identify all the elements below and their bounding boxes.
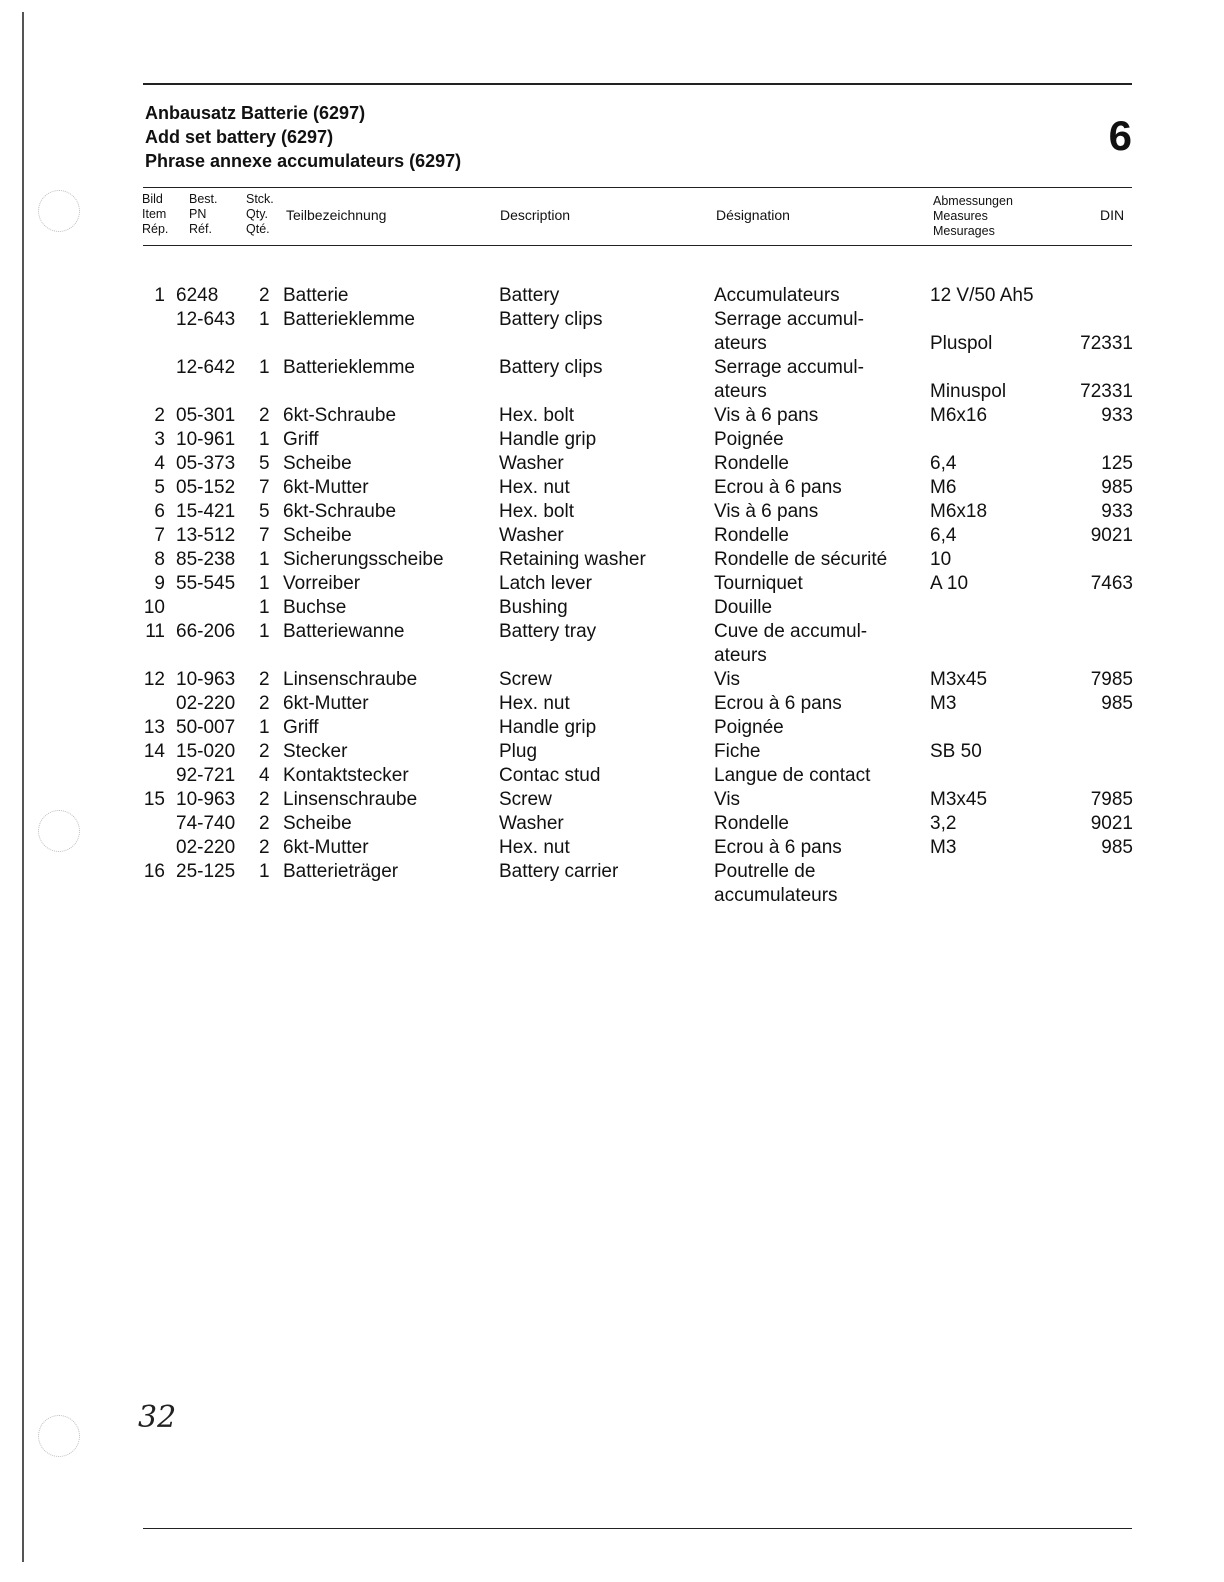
name-french-line: ateurs — [714, 333, 767, 354]
measures: 10 — [930, 549, 952, 570]
item-number: 6 — [154, 501, 165, 522]
name-french-line: Ecrou à 6 pans — [714, 837, 842, 858]
measures: M3 — [930, 837, 957, 858]
measures: 12 V/50 Ah5 — [930, 285, 1034, 306]
din-standard: 72331 — [1080, 333, 1133, 354]
name-french — [714, 428, 784, 452]
name-german: Batterieträger — [283, 861, 399, 882]
name-french — [714, 668, 740, 692]
name-english: Latch lever — [499, 573, 592, 594]
measures: 3,2 — [930, 813, 957, 834]
name-german: Buchse — [283, 597, 347, 618]
name-french-line: Vis — [714, 669, 741, 690]
name-german: 6kt-Mutter — [283, 693, 369, 714]
part-number: 02-220 — [176, 837, 236, 858]
header-din: DIN — [1100, 207, 1125, 223]
item-number: 11 — [145, 621, 165, 642]
table-row — [0, 356, 1224, 404]
item-number: 13 — [143, 717, 165, 738]
name-english: Screw — [499, 789, 552, 810]
part-number: 85-238 — [176, 549, 236, 570]
din-standard: 985 — [1101, 837, 1133, 858]
name-english: Battery — [499, 285, 560, 306]
name-french — [714, 620, 867, 668]
part-number: 05-373 — [176, 453, 236, 474]
din-standard: 933 — [1101, 501, 1133, 522]
part-number: 12-643 — [176, 309, 236, 330]
bottom-rule — [143, 1528, 1132, 1529]
name-french — [714, 764, 870, 788]
name-french-line: ateurs — [714, 381, 767, 402]
header-designation: Désignation — [716, 207, 790, 223]
name-french — [714, 836, 842, 860]
table-row — [0, 620, 1224, 668]
top-rule — [143, 83, 1132, 85]
header-qty-en: Qty. — [246, 207, 268, 221]
table-row — [0, 692, 1224, 716]
quantity: 1 — [259, 573, 270, 594]
title-german: Anbausatz Batterie (6297) — [145, 103, 366, 123]
name-english: Washer — [499, 525, 564, 546]
part-number: 12-642 — [176, 357, 236, 378]
part-number: 74-740 — [176, 813, 236, 834]
table-row — [0, 548, 1224, 572]
name-english: Handle grip — [499, 717, 597, 738]
name-english: Hex. bolt — [499, 501, 574, 522]
name-french-line: Rondelle — [714, 453, 789, 474]
name-german: Batteriewanne — [283, 621, 405, 642]
name-french — [714, 740, 760, 764]
header-measures-en: Measures — [933, 209, 988, 223]
name-german: Kontaktstecker — [283, 765, 409, 786]
name-english: Hex. nut — [499, 693, 570, 714]
din-standard: 125 — [1101, 453, 1133, 474]
table-row — [0, 668, 1224, 692]
item-number: 14 — [143, 741, 165, 762]
item-number: 8 — [154, 549, 165, 570]
quantity: 1 — [259, 549, 270, 570]
name-english: Screw — [499, 669, 552, 690]
name-french — [714, 860, 838, 908]
quantity: 1 — [259, 621, 270, 642]
name-french-line: accumulateurs — [714, 885, 838, 906]
title-block — [145, 101, 461, 173]
name-french-line: Cuve de accumul- — [714, 621, 868, 642]
part-number: 10-963 — [176, 789, 236, 810]
name-english: Contac stud — [499, 765, 601, 786]
header-pn-de: Best. — [189, 192, 218, 206]
table-row — [0, 596, 1224, 620]
name-french — [714, 356, 864, 404]
item-number: 3 — [154, 429, 165, 450]
header-item-fr: Rép. — [142, 222, 169, 236]
item-number: 7 — [154, 525, 165, 546]
quantity: 7 — [259, 525, 270, 546]
part-number: 05-152 — [176, 477, 236, 498]
name-german: Stecker — [283, 741, 348, 762]
name-english: Hex. bolt — [499, 405, 574, 426]
part-number: 66-206 — [176, 621, 236, 642]
name-german: Vorreiber — [283, 573, 361, 594]
table-row — [0, 308, 1224, 356]
table-row — [0, 476, 1224, 500]
name-french-line: Rondelle de sécurité — [714, 549, 888, 570]
part-number: 25-125 — [176, 861, 236, 882]
measures: M6x16 — [930, 405, 988, 426]
name-german: 6kt-Schraube — [283, 405, 397, 426]
header-qty-de: Stck. — [246, 192, 274, 206]
handwritten-page-number: 32 — [138, 1400, 177, 1435]
part-number: 05-301 — [176, 405, 236, 426]
name-french-line: Vis à 6 pans — [714, 501, 819, 522]
name-english: Washer — [499, 453, 564, 474]
header-rule-bottom — [143, 245, 1132, 246]
name-german: Batterieklemme — [283, 357, 415, 378]
header-item-en: Item — [142, 207, 167, 221]
quantity: 1 — [259, 717, 270, 738]
name-french — [714, 716, 784, 740]
table-row — [0, 500, 1224, 524]
din-standard: 985 — [1101, 693, 1133, 714]
name-french-line: Serrage accumul- — [714, 309, 864, 330]
name-french-line: Vis — [714, 789, 741, 810]
name-french — [714, 788, 740, 812]
name-english: Hex. nut — [499, 837, 570, 858]
name-french-line: Poutrelle de — [714, 861, 816, 882]
item-number: 12 — [143, 669, 165, 690]
measures: 6,4 — [930, 453, 957, 474]
item-number: 1 — [154, 285, 165, 306]
measures: M3x45 — [930, 669, 988, 690]
name-french-line: Rondelle — [714, 525, 789, 546]
item-number: 9 — [154, 573, 165, 594]
punch-hole — [38, 190, 80, 232]
table-row — [0, 452, 1224, 476]
item-number: 10 — [143, 597, 165, 618]
header-pn — [189, 192, 218, 237]
header-qty-fr: Qté. — [246, 222, 270, 236]
title-english: Add set battery (6297) — [145, 127, 334, 147]
name-german: Scheibe — [283, 453, 352, 474]
item-number: 2 — [154, 405, 165, 426]
name-german: Scheibe — [283, 525, 352, 546]
din-standard: 933 — [1101, 405, 1133, 426]
name-german: 6kt-Mutter — [283, 837, 369, 858]
table-row — [0, 404, 1224, 428]
quantity: 5 — [259, 453, 270, 474]
name-english: Bushing — [499, 597, 568, 618]
name-english: Handle grip — [499, 429, 597, 450]
name-french-line: Fiche — [714, 741, 761, 762]
measures: Minuspol — [930, 381, 1007, 402]
name-french-line: Ecrou à 6 pans — [714, 477, 842, 498]
section-number: 6 — [1108, 112, 1132, 159]
quantity: 2 — [259, 813, 270, 834]
name-french — [714, 812, 789, 836]
name-french — [714, 476, 842, 500]
header-qty — [246, 192, 274, 237]
header-item-de: Bild — [142, 192, 163, 206]
table-row — [0, 788, 1224, 812]
name-french-line: Ecrou à 6 pans — [714, 693, 842, 714]
name-french — [714, 500, 818, 524]
part-number: 13-512 — [176, 525, 236, 546]
header-rule-top — [143, 187, 1132, 188]
name-french — [714, 692, 842, 716]
table-row — [0, 524, 1224, 548]
name-french — [714, 596, 772, 620]
table-row — [0, 284, 1224, 308]
name-english: Battery clips — [499, 309, 603, 330]
name-french-line: Douille — [714, 597, 773, 618]
name-french — [714, 524, 789, 548]
name-german: Batterieklemme — [283, 309, 415, 330]
name-french-line: Serrage accumul- — [714, 357, 864, 378]
name-german: Linsenschraube — [283, 669, 418, 690]
name-german: Linsenschraube — [283, 789, 418, 810]
din-standard: 7463 — [1090, 573, 1133, 594]
part-number: 15-421 — [176, 501, 236, 522]
header-teilbezeichnung: Teilbezeichnung — [286, 207, 387, 223]
punch-hole — [38, 1415, 80, 1457]
din-standard: 9021 — [1090, 525, 1133, 546]
header-measures-de: Abmessungen — [933, 194, 1013, 208]
table-row — [0, 812, 1224, 836]
quantity: 2 — [259, 405, 270, 426]
name-french — [714, 284, 840, 308]
title-french: Phrase annexe accumulateurs (6297) — [145, 151, 462, 171]
part-number: 15-020 — [176, 741, 236, 762]
name-french-line: Rondelle — [714, 813, 789, 834]
part-number: 02-220 — [176, 693, 236, 714]
quantity: 2 — [259, 789, 270, 810]
item-number: 4 — [154, 453, 165, 474]
part-number: 10-963 — [176, 669, 236, 690]
quantity: 5 — [259, 501, 270, 522]
name-german: Griff — [283, 429, 319, 450]
quantity: 2 — [259, 285, 270, 306]
name-english: Battery tray — [499, 621, 597, 642]
quantity: 1 — [259, 357, 270, 378]
table-row — [0, 572, 1224, 596]
table-row — [0, 716, 1224, 740]
header-item — [142, 192, 168, 237]
name-french — [714, 548, 887, 572]
header-measures — [933, 194, 1013, 239]
name-german: Griff — [283, 717, 319, 738]
part-number: 55-545 — [176, 573, 236, 594]
name-german: Batterie — [283, 285, 349, 306]
measures: M3 — [930, 693, 957, 714]
name-english: Plug — [499, 741, 538, 762]
table-row — [0, 836, 1224, 860]
measures: Pluspol — [930, 333, 993, 354]
name-french — [714, 404, 818, 428]
name-french — [714, 572, 803, 596]
name-french-line: Langue de contact — [714, 765, 871, 786]
part-number: 10-961 — [176, 429, 236, 450]
item-number: 15 — [143, 789, 165, 810]
name-english: Washer — [499, 813, 564, 834]
name-french-line: Poignée — [714, 717, 784, 738]
name-french-line: Poignée — [714, 429, 784, 450]
measures: M6 — [930, 477, 957, 498]
measures: M3x45 — [930, 789, 988, 810]
name-english: Retaining washer — [499, 549, 646, 570]
din-standard: 72331 — [1080, 381, 1133, 402]
name-french — [714, 308, 864, 356]
measures: 6,4 — [930, 525, 957, 546]
din-standard: 7985 — [1090, 789, 1133, 810]
part-number: 6248 — [176, 285, 219, 306]
din-standard: 9021 — [1090, 813, 1133, 834]
quantity: 4 — [259, 765, 270, 786]
table-row — [0, 764, 1224, 788]
item-number: 5 — [154, 477, 165, 498]
header-description: Description — [500, 207, 571, 223]
name-english: Hex. nut — [499, 477, 570, 498]
name-english: Battery clips — [499, 357, 603, 378]
name-german: 6kt-Mutter — [283, 477, 369, 498]
quantity: 1 — [259, 429, 270, 450]
name-german: 6kt-Schraube — [283, 501, 397, 522]
measures: A 10 — [930, 573, 969, 594]
quantity: 2 — [259, 669, 270, 690]
part-number: 50-007 — [176, 717, 236, 738]
name-french-line: Vis à 6 pans — [714, 405, 819, 426]
measures: M6x18 — [930, 501, 988, 522]
table-row — [0, 740, 1224, 764]
name-french-line: Accumulateurs — [714, 285, 840, 306]
din-standard: 7985 — [1090, 669, 1133, 690]
name-french-line: Tourniquet — [714, 573, 803, 594]
header-pn-en: PN — [189, 207, 207, 221]
din-standard: 985 — [1101, 477, 1133, 498]
quantity: 2 — [259, 741, 270, 762]
measures: SB 50 — [930, 741, 982, 762]
table-row — [0, 428, 1224, 452]
name-english: Battery carrier — [499, 861, 619, 882]
quantity: 1 — [259, 309, 270, 330]
quantity: 1 — [259, 597, 270, 618]
name-french-line: ateurs — [714, 645, 767, 666]
table-row — [0, 860, 1224, 908]
header-measures-fr: Mesurages — [933, 224, 995, 238]
item-number: 16 — [143, 861, 165, 882]
parts-table — [0, 284, 1224, 908]
name-french — [714, 452, 789, 476]
quantity: 7 — [259, 477, 270, 498]
part-number: 92-721 — [176, 765, 236, 786]
header-pn-fr: Réf. — [189, 222, 212, 236]
name-german: Scheibe — [283, 813, 352, 834]
quantity: 1 — [259, 861, 270, 882]
quantity: 2 — [259, 837, 270, 858]
quantity: 2 — [259, 693, 270, 714]
name-german: Sicherungsscheibe — [283, 549, 444, 570]
